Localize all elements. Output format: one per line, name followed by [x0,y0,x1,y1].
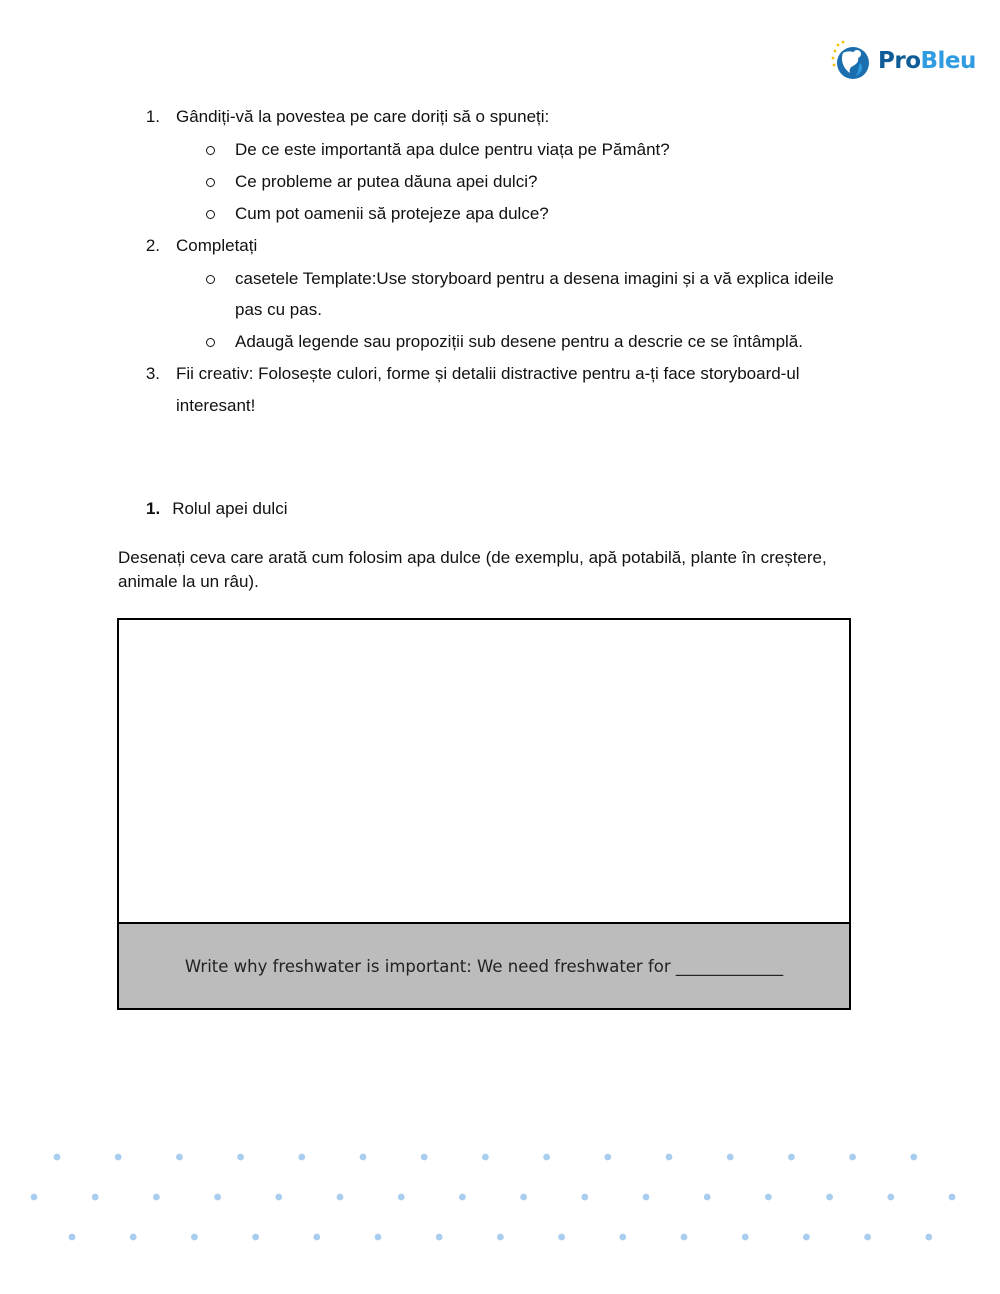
decorative-dot [398,1194,405,1201]
decorative-dot [681,1234,688,1241]
decorative-dot [313,1234,320,1241]
decorative-dot [298,1154,305,1161]
decorative-dot [214,1194,221,1201]
decorative-dot [604,1154,611,1161]
decorative-dot [704,1194,711,1201]
storyboard-caption: Write why freshwater is important: We need freshwater for _____________ [184,956,784,976]
decorative-dot [421,1154,428,1161]
decorative-dot [54,1154,61,1161]
decorative-dot [666,1154,673,1161]
decorative-dot [788,1154,795,1161]
bullet-icon [206,275,215,284]
bullet-icon [206,178,215,187]
decorative-dot [436,1234,443,1241]
probleu-logo [830,38,980,84]
decorative-dot [925,1234,932,1241]
decorative-dot [619,1234,626,1241]
decorative-dot [237,1154,244,1161]
storyboard-drawing-box[interactable] [117,618,851,1010]
decorative-dot [459,1194,466,1201]
decorative-dot [31,1194,38,1201]
decorative-dot [910,1154,917,1161]
decorative-dot [826,1194,833,1201]
decorative-dot [803,1234,810,1241]
decorative-dot [765,1194,772,1201]
decorative-dot [69,1234,76,1241]
decorative-dot [92,1194,99,1201]
decorative-dot [887,1194,894,1201]
logo-wordmark: ProBleu [878,48,976,74]
decorative-dot [543,1154,550,1161]
section-heading: 1. Rolul apei dulci [146,499,288,518]
decorative-dot [742,1234,749,1241]
decorative-dot [581,1194,588,1201]
storyboard-caption-box[interactable] [119,922,849,1008]
decorative-dots-pattern [0,1130,1000,1260]
decorative-dot [482,1154,489,1161]
probleu-emblem-icon [830,39,874,83]
decorative-dot [115,1154,122,1161]
decorative-dot [176,1154,183,1161]
decorative-dot [864,1234,871,1241]
decorative-dot [252,1234,259,1241]
decorative-dot [497,1234,504,1241]
decorative-dot [375,1234,382,1241]
bullet-icon [206,338,215,347]
decorative-dot [337,1194,344,1201]
list-item-continuation: interesant! [176,396,256,415]
decorative-dot [558,1234,565,1241]
decorative-dot [520,1194,527,1201]
decorative-dot [275,1194,282,1201]
bullet-icon [206,210,215,219]
decorative-dot [643,1194,650,1201]
bullet-icon [206,146,215,155]
decorative-dot [727,1154,734,1161]
decorative-dot [130,1234,137,1241]
sub-list-item-continuation: pas cu pas. [235,300,322,319]
decorative-dot [360,1154,367,1161]
decorative-dot [191,1234,198,1241]
section-description: Desenați ceva care arată cum folosim apa dulce (de exemplu, apă potabilă, plante în creștere, animale la un râu). [118,548,827,591]
decorative-dot [849,1154,856,1161]
decorative-dot [153,1194,160,1201]
decorative-dot [949,1194,956,1201]
